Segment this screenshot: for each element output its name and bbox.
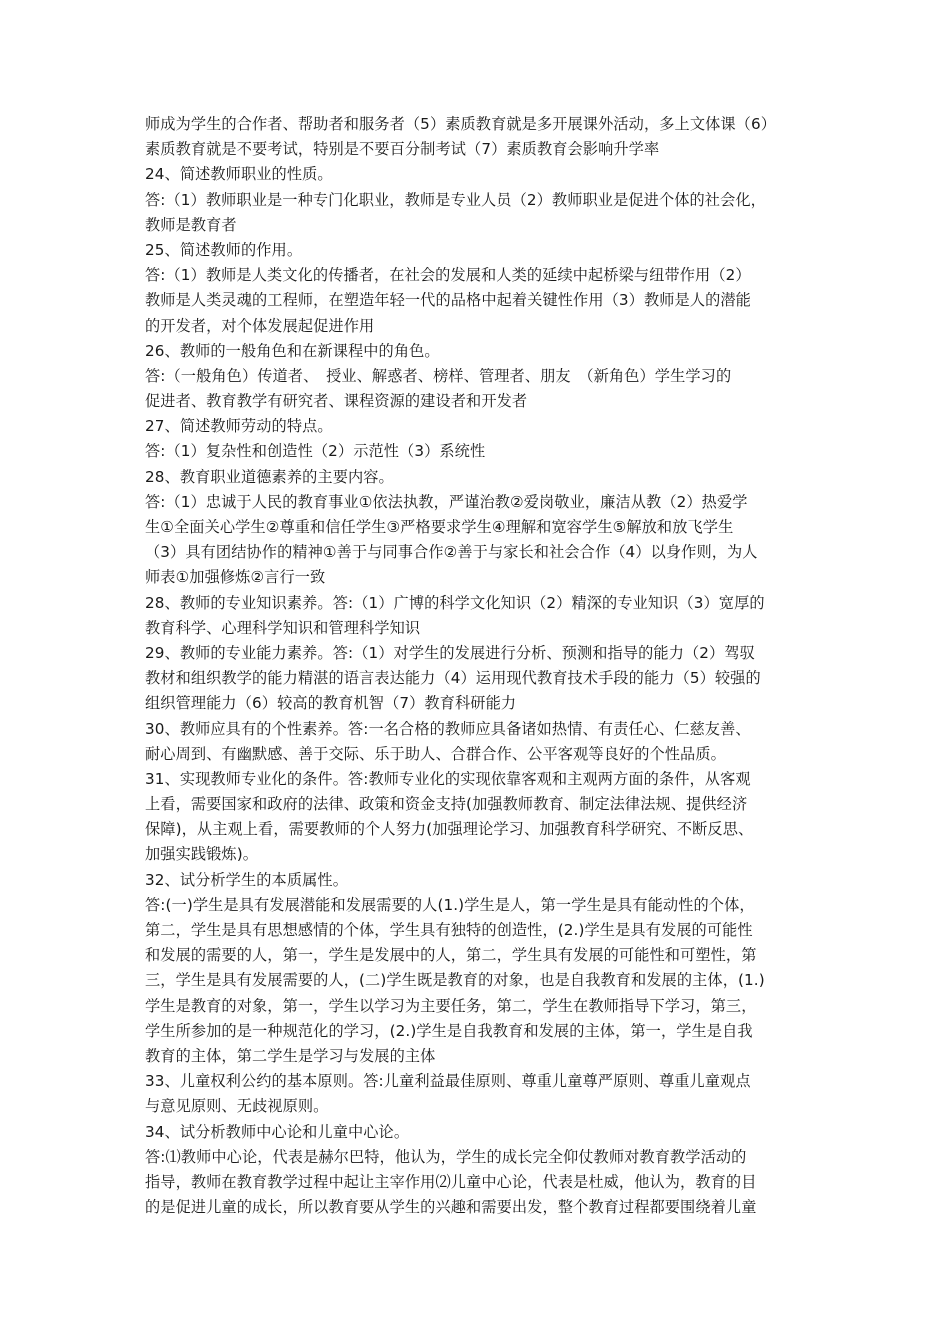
text-line: 教师是教育者	[145, 215, 237, 234]
text-line: 29、教师的专业能力素养。答:（1）对学生的发展进行分析、预测和指导的能力（2）驾驭	[145, 643, 755, 662]
text-line: 和发展的需要的人，第一，学生是发展中的人，第二，学生具有发展的可能性和可塑性，第	[145, 946, 757, 965]
text-line: 保障)，从主观上看，需要教师的个人努力(加强理论学习、加强教育科学研究、不断反思、	[145, 820, 754, 839]
text-line: 教师是人类灵魂的工程师，在塑造年轻一代的品格中起着关键性作用（3）教师是人的潜能	[145, 291, 751, 310]
text-line: 25、简述教师的作用。	[145, 240, 303, 259]
text-line: 28、教师的专业知识素养。答:（1）广博的科学文化知识（2）精深的专业知识（3）宽厚的	[145, 593, 765, 612]
document-page	[145, 112, 811, 1220]
text-line: 与意见原则、无歧视原则。	[145, 1097, 329, 1116]
text-line: 答:（1）教师是人类文化的传播者，在社会的发展和人类的延续中起桥梁与纽带作用（2）	[145, 266, 751, 285]
text-line: 三，学生是具有发展需要的人，(二)学生既是教育的对象，也是自我教育和发展的主体，(1.)	[145, 971, 765, 990]
text-line: 教材和组织教学的能力精湛的语言表达能力（4）运用现代教育技术手段的能力（5）较强的	[145, 669, 761, 688]
text-line: 答:(一)学生是具有发展潜能和发展需要的人(1.)学生是人，第一学生是具有能动性的个体，	[145, 895, 755, 914]
text-line: 第二，学生是具有思想感情的个体，学生具有独特的创造性，(2.)学生是具有发展的可能性	[145, 921, 753, 939]
text-line: 教育科学、心理科学知识和管理科学知识	[145, 618, 421, 637]
text-line: 答:⑴教师中心论，代表是赫尔巴特，他认为，学生的成长完全仰仗教师对教育教学活动的	[145, 1147, 747, 1166]
text-line: 组织管理能力（6）较高的教育机智（7）教育科研能力	[145, 694, 517, 713]
text-line: 31、实现教师专业化的条件。答:教师专业化的实现依靠客观和主观两方面的条件，从客观	[145, 769, 751, 788]
text-line: 师成为学生的合作者、帮助者和服务者（5）素质教育就是多开展课外活动，多上文体课（6）	[145, 115, 777, 133]
text-line: 促进者、教育教学有研究者、课程资源的建设者和开发者	[145, 392, 528, 411]
text-line: 耐心周到、有幽默感、善于交际、乐于助人、合群合作、公平客观等良好的个性品质。	[145, 744, 726, 763]
text-line: 27、简述教师劳动的特点。	[145, 417, 333, 436]
text-line: 34、试分析教师中心论和儿童中心论。	[145, 1122, 410, 1141]
text-line: 师表①加强修炼②言行一致	[145, 568, 326, 587]
text-line: 33、儿童权利公约的基本原则。答:儿童利益最佳原则、尊重儿童尊严原则、尊重儿童观点	[145, 1072, 751, 1091]
text-line: 30、教师应具有的个性素养。答:一名合格的教师应具备诸如热情、有责任心、仁慈友善、	[145, 719, 751, 738]
text-line: 教育的主体，第二学生是学习与发展的主体	[145, 1046, 436, 1065]
text-line: 的是促进儿童的成长，所以教育要从学生的兴趣和需要出发，整个教育过程都要围绕着儿童	[145, 1198, 757, 1217]
text-line: 学生是教育的对象，第一，学生以学习为主要任务，第二，学生在教师指导下学习，第三，	[145, 996, 757, 1015]
text-line: 答:（1）教师职业是一种专门化职业，教师是专业人员（2）教师职业是促进个体的社会化，	[145, 190, 766, 209]
text-line: 答:（1）复杂性和创造性（2）示范性（3）系统性	[145, 442, 486, 461]
text-line: 24、简述教师职业的性质。	[145, 165, 333, 184]
text-line: 素质教育就是不要考试，特别是不要百分制考试（7）素质教育会影响升学率	[145, 140, 660, 159]
text-line: 生①全面关心学生②尊重和信任学生③严格要求学生④理解和宽容学生⑤解放和放飞学生	[145, 518, 734, 536]
text-line: 加强实践锻炼)。	[145, 845, 259, 864]
text-line: 32、试分析学生的本质属性。	[145, 870, 348, 889]
text-line: 答:（一般角色）传道者、 授业、解惑者、榜样、管理者、朋友 （新角色）学生学习的	[145, 366, 732, 385]
text-line: （3）具有团结协作的精神①善于与同事合作②善于与家长和社会合作（4）以身作则，为人	[145, 543, 758, 562]
text-line: 学生所参加的是一种规范化的学习，(2.)学生是自我教育和发展的主体，第一，学生是自我	[145, 1021, 753, 1040]
text-line: 指导，教师在教育教学过程中起让主宰作用⑵儿童中心论，代表是杜威，他认为，教育的目	[145, 1172, 757, 1191]
text-line: 答:（1）忠诚于人民的教育事业①依法执教，严谨治教②爱岗敬业，廉洁从教（2）热爱学	[145, 492, 748, 511]
text-line: 26、教师的一般角色和在新课程中的角色。	[145, 341, 440, 360]
text-line: 上看，需要国家和政府的法律、政策和资金支持(加强教师教育、制定法律法规、提供经济	[145, 795, 748, 814]
text-line: 28、教育职业道德素养的主要内容。	[145, 467, 394, 486]
text-line: 的开发者，对个体发展起促进作用	[145, 316, 375, 335]
